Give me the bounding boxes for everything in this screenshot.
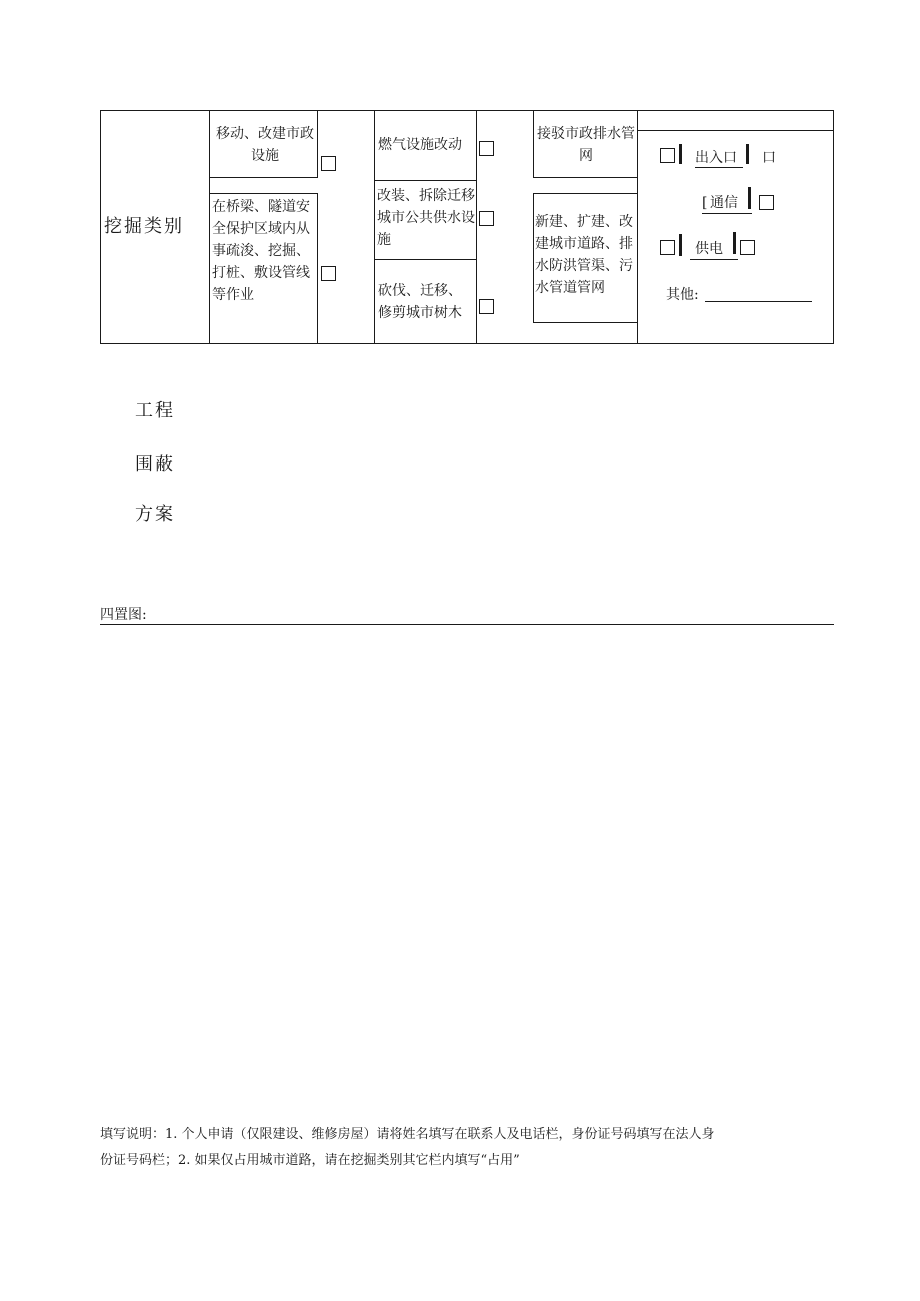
item-checkbox-4[interactable] — [479, 211, 494, 226]
project-line-3: 方案 — [135, 504, 175, 525]
telecom-checkbox[interactable] — [759, 195, 774, 210]
telecom-label: 通信 — [710, 195, 738, 211]
item-text-4: 改装、拆除迁移城市公共供水设施 — [377, 188, 475, 248]
item-checkbox-3[interactable] — [479, 141, 494, 156]
telecom-underline — [702, 213, 752, 214]
item-text-2: 在桥梁、隧道安全保护区域内从事疏浚、挖掘、打桩、敷设管线等作业 — [212, 199, 310, 303]
entrance-checkbox[interactable] — [660, 148, 675, 163]
power-checkbox-right[interactable] — [740, 240, 755, 255]
location-label: 四置图: — [100, 607, 147, 623]
power-bar-left — [679, 234, 682, 256]
item-checkbox-1[interactable] — [321, 156, 336, 171]
entrance-bar-right — [746, 144, 749, 164]
power-label: 供电 — [695, 241, 723, 257]
notes-line-2: 份证号码栏；2. 如果仅占用城市道路，请在挖掘类别其它栏内填写“占用” — [100, 1153, 520, 1168]
item-text-6: 接驳市政排水管网 — [537, 126, 635, 164]
row-label: 挖掘类别 — [104, 216, 184, 237]
power-checkbox[interactable] — [660, 240, 675, 255]
entrance-suffix: 口 — [762, 150, 776, 166]
power-underline — [690, 259, 738, 260]
option-header-line — [637, 130, 834, 131]
col-divider-4 — [637, 110, 638, 344]
power-bar-right — [733, 232, 736, 254]
entrance-bar-left — [679, 144, 682, 164]
item-text-3: 燃气设施改动 — [378, 137, 462, 153]
location-divider — [100, 624, 834, 625]
item-checkbox-2[interactable] — [321, 266, 336, 281]
notes-line-1: 填写说明：1. 个人申请（仅限建设、维修房屋）请将姓名填写在联系人及电话栏，身份证号码填写在法人身 — [100, 1127, 715, 1142]
telecom-bracket: [ — [702, 195, 708, 211]
item-text-5: 砍伐、迁移、修剪城市树木 — [378, 283, 462, 321]
entrance-underline — [695, 167, 743, 168]
project-line-1: 工程 — [135, 400, 175, 421]
project-line-2: 围蔽 — [135, 454, 175, 475]
item-checkbox-5[interactable] — [479, 299, 494, 314]
telecom-bar — [748, 187, 751, 209]
entrance-label: 出入口 — [695, 150, 737, 166]
col-divider-3 — [476, 110, 477, 344]
other-label: 其他: — [666, 287, 699, 303]
other-input-line[interactable] — [705, 301, 812, 302]
item-text-7: 新建、扩建、改建城市道路、排水防洪管渠、污水管道管网 — [535, 214, 633, 296]
item-text-1: 移动、改建市政设施 — [216, 126, 314, 164]
